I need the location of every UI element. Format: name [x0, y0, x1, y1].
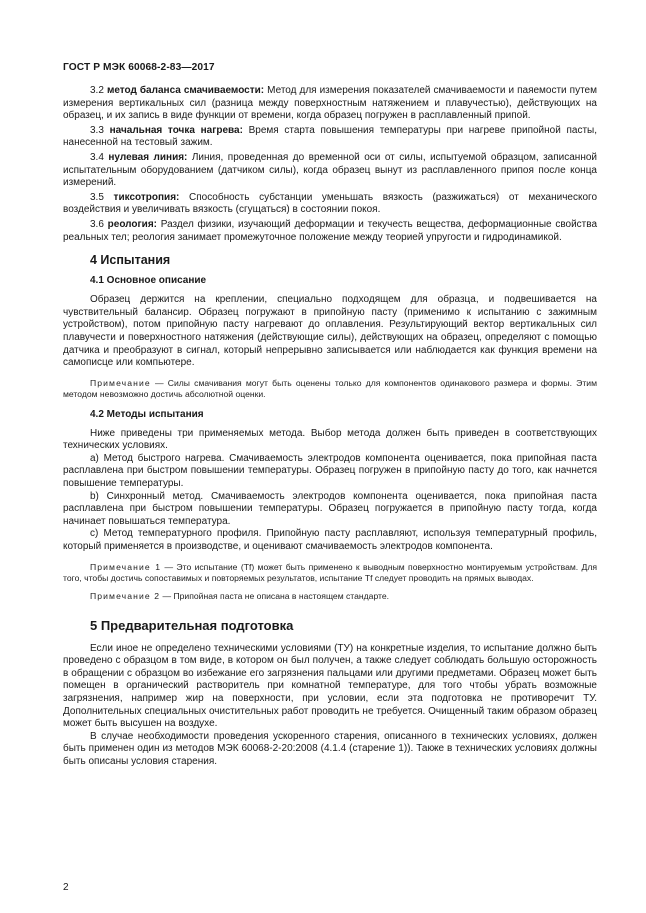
definition-term: реология:: [107, 218, 157, 230]
definition-text: Метод для измерения показателей смачиваемости и паяемости путем измерения вертикальных сил (разница между поверхностным натяжением и плавучестью), действующих на образец, и их запись в виде функции от времени, когда образец погружен в расплавленный припой.: [63, 85, 597, 122]
method-b: b) Синхронный метод. Смачиваемость электродов компонента оценивается, пока припойная паста расплавлена при быстром повышении температуры. Образец погружается в припойную пасту тогда, когда начинает повышаться температура.: [63, 490, 597, 527]
definition-number: 3.6: [90, 218, 104, 230]
note-text: — Силы смачивания могут быть оценены только для компонентов одинакового размера и формы. Этим методом невозможно достичь абсолютной оценки.: [63, 377, 597, 399]
definition-3-3: [63, 125, 597, 150]
definition-number: 3.3: [90, 124, 104, 136]
definition-3-6: [63, 219, 597, 244]
section-4-2-intro: Ниже приведены три применяемых метода. Выбор метода должен быть приведен в соответствующих технических условиях.: [63, 427, 597, 452]
section-4-title: 4 Испытания: [90, 253, 171, 268]
note-1: [63, 562, 597, 584]
section-5-paragraph-1: Если иное не определено техническими условиями (ТУ) на конкретные изделия, то испытание должно быть проведено с образцом в том виде, в котором он был получен, а также следует соблюдать большую осторожность в обращении с образцом во избежание его загрязнения пальцами или другими предметами. Образец может быть помещен в органический растворитель при комнатной температуре, для того чтобы убрать возможные загрязнения, например жир на поверхности, при условии, если эта подготовка не противоречит ТУ. Дополнительных специальных очистительных работ проводить не требуется. Очищенный таким образом образец может быть высушен на воздухе.: [63, 642, 597, 730]
definition-text: Раздел физики, изучающий деформации и текучесть вещества, деформационные свойства реальных тел; реология занимает промежуточное положение между теорией упругости и гидродинамикой.: [63, 218, 598, 243]
section-4-2-title: 4.2 Методы испытания: [90, 408, 204, 420]
definition-number: 3.2: [90, 85, 104, 96]
definition-number: 3.5: [90, 191, 104, 203]
document-header: ГОСТ Р МЭК 60068-2-83—2017: [63, 62, 215, 73]
section-5-title: 5 Предварительная подготовка: [90, 617, 294, 633]
definition-text: Линия, проведенная до временной оси от силы, испытуемой образцом, записанной испытательным оборудованием (датчиком силы), когда образец вынут из расплавленного припоя после конца измерений.: [63, 151, 597, 189]
definition-text: Время старта повышения температуры при нагреве припойной пасты, нанесенной на тестовый зажим.: [63, 124, 597, 149]
definition-3-2: [63, 85, 597, 123]
note-text: — Припойная паста не описана в настоящем стандарте.: [160, 590, 390, 601]
definition-text: Способность субстанции уменьшать вязкость (разжижаться) от механического воздействия и увеличивать вязкость (сгущаться) в состоянии покоя.: [63, 191, 597, 216]
definitions: [63, 85, 597, 244]
note-label: Примечание 1: [90, 561, 162, 572]
note-label: Примечание: [90, 377, 151, 388]
note-label: Примечание 2: [90, 590, 161, 601]
definition-term: начальная точка нагрева:: [109, 124, 243, 136]
section-5-paragraph-2: В случае необходимости проведения ускоренного старения, описанного в технических условиях, должен быть применен один из методов МЭК 60068-2-20:2008 (4.1.4 (старение 1)). Также в технических условиях должны быть описаны условия старения.: [63, 730, 597, 767]
definition-term: метод баланса смачиваемости:: [106, 85, 265, 96]
definition-term: тиксотропия:: [113, 191, 180, 203]
section-4-1-text: Образец держится на креплении, специально подходящем для образца, и подвешивается на чувствительный балансир. Образец погружают в припойную пасту (применимо к испытанию с зажимным устройством), потом припойную пасту нагревают до оплавления. Результирующий вектор вертикальных сил плавучести и поверхностного натяжения (действующие силы), действующих на образец, определяют с помощью датчика и преобразуют в сигнал, который непрерывно записывается или наблюдается как функция времени на самописце или компьютере.: [63, 294, 597, 369]
definition-number: 3.4: [90, 151, 104, 163]
page-number: 2: [63, 882, 69, 893]
note-text: — Это испытание (Tf) может быть применено к выводным поверхностно монтируемым устройствам. Для того, чтобы достичь сопоставимых и повторяемых результатов, испытание Tf следует проводить на прямых выводах.: [63, 561, 597, 583]
definition-3-4: [63, 152, 597, 190]
document-page: [63, 62, 597, 769]
definition-term: нулевая линия:: [108, 151, 188, 163]
note-2: [63, 591, 597, 602]
note-4-1: [63, 378, 597, 400]
definition-3-5: [63, 192, 597, 217]
method-c: c) Метод температурного профиля. Припойную пасту расплавляют, используя температурный профиль, который применяется в производстве, и оценивают смачиваемость электродов компонента.: [63, 528, 597, 553]
section-4-1-title: 4.1 Основное описание: [90, 275, 207, 287]
method-a: а) Метод быстрого нагрева. Смачиваемость электродов компонента оценивается, пока припойная паста расплавлена при быстром повышении температуры. Образец погружен в припойную пасту до того, как начнется повышение температуры.: [63, 452, 597, 490]
